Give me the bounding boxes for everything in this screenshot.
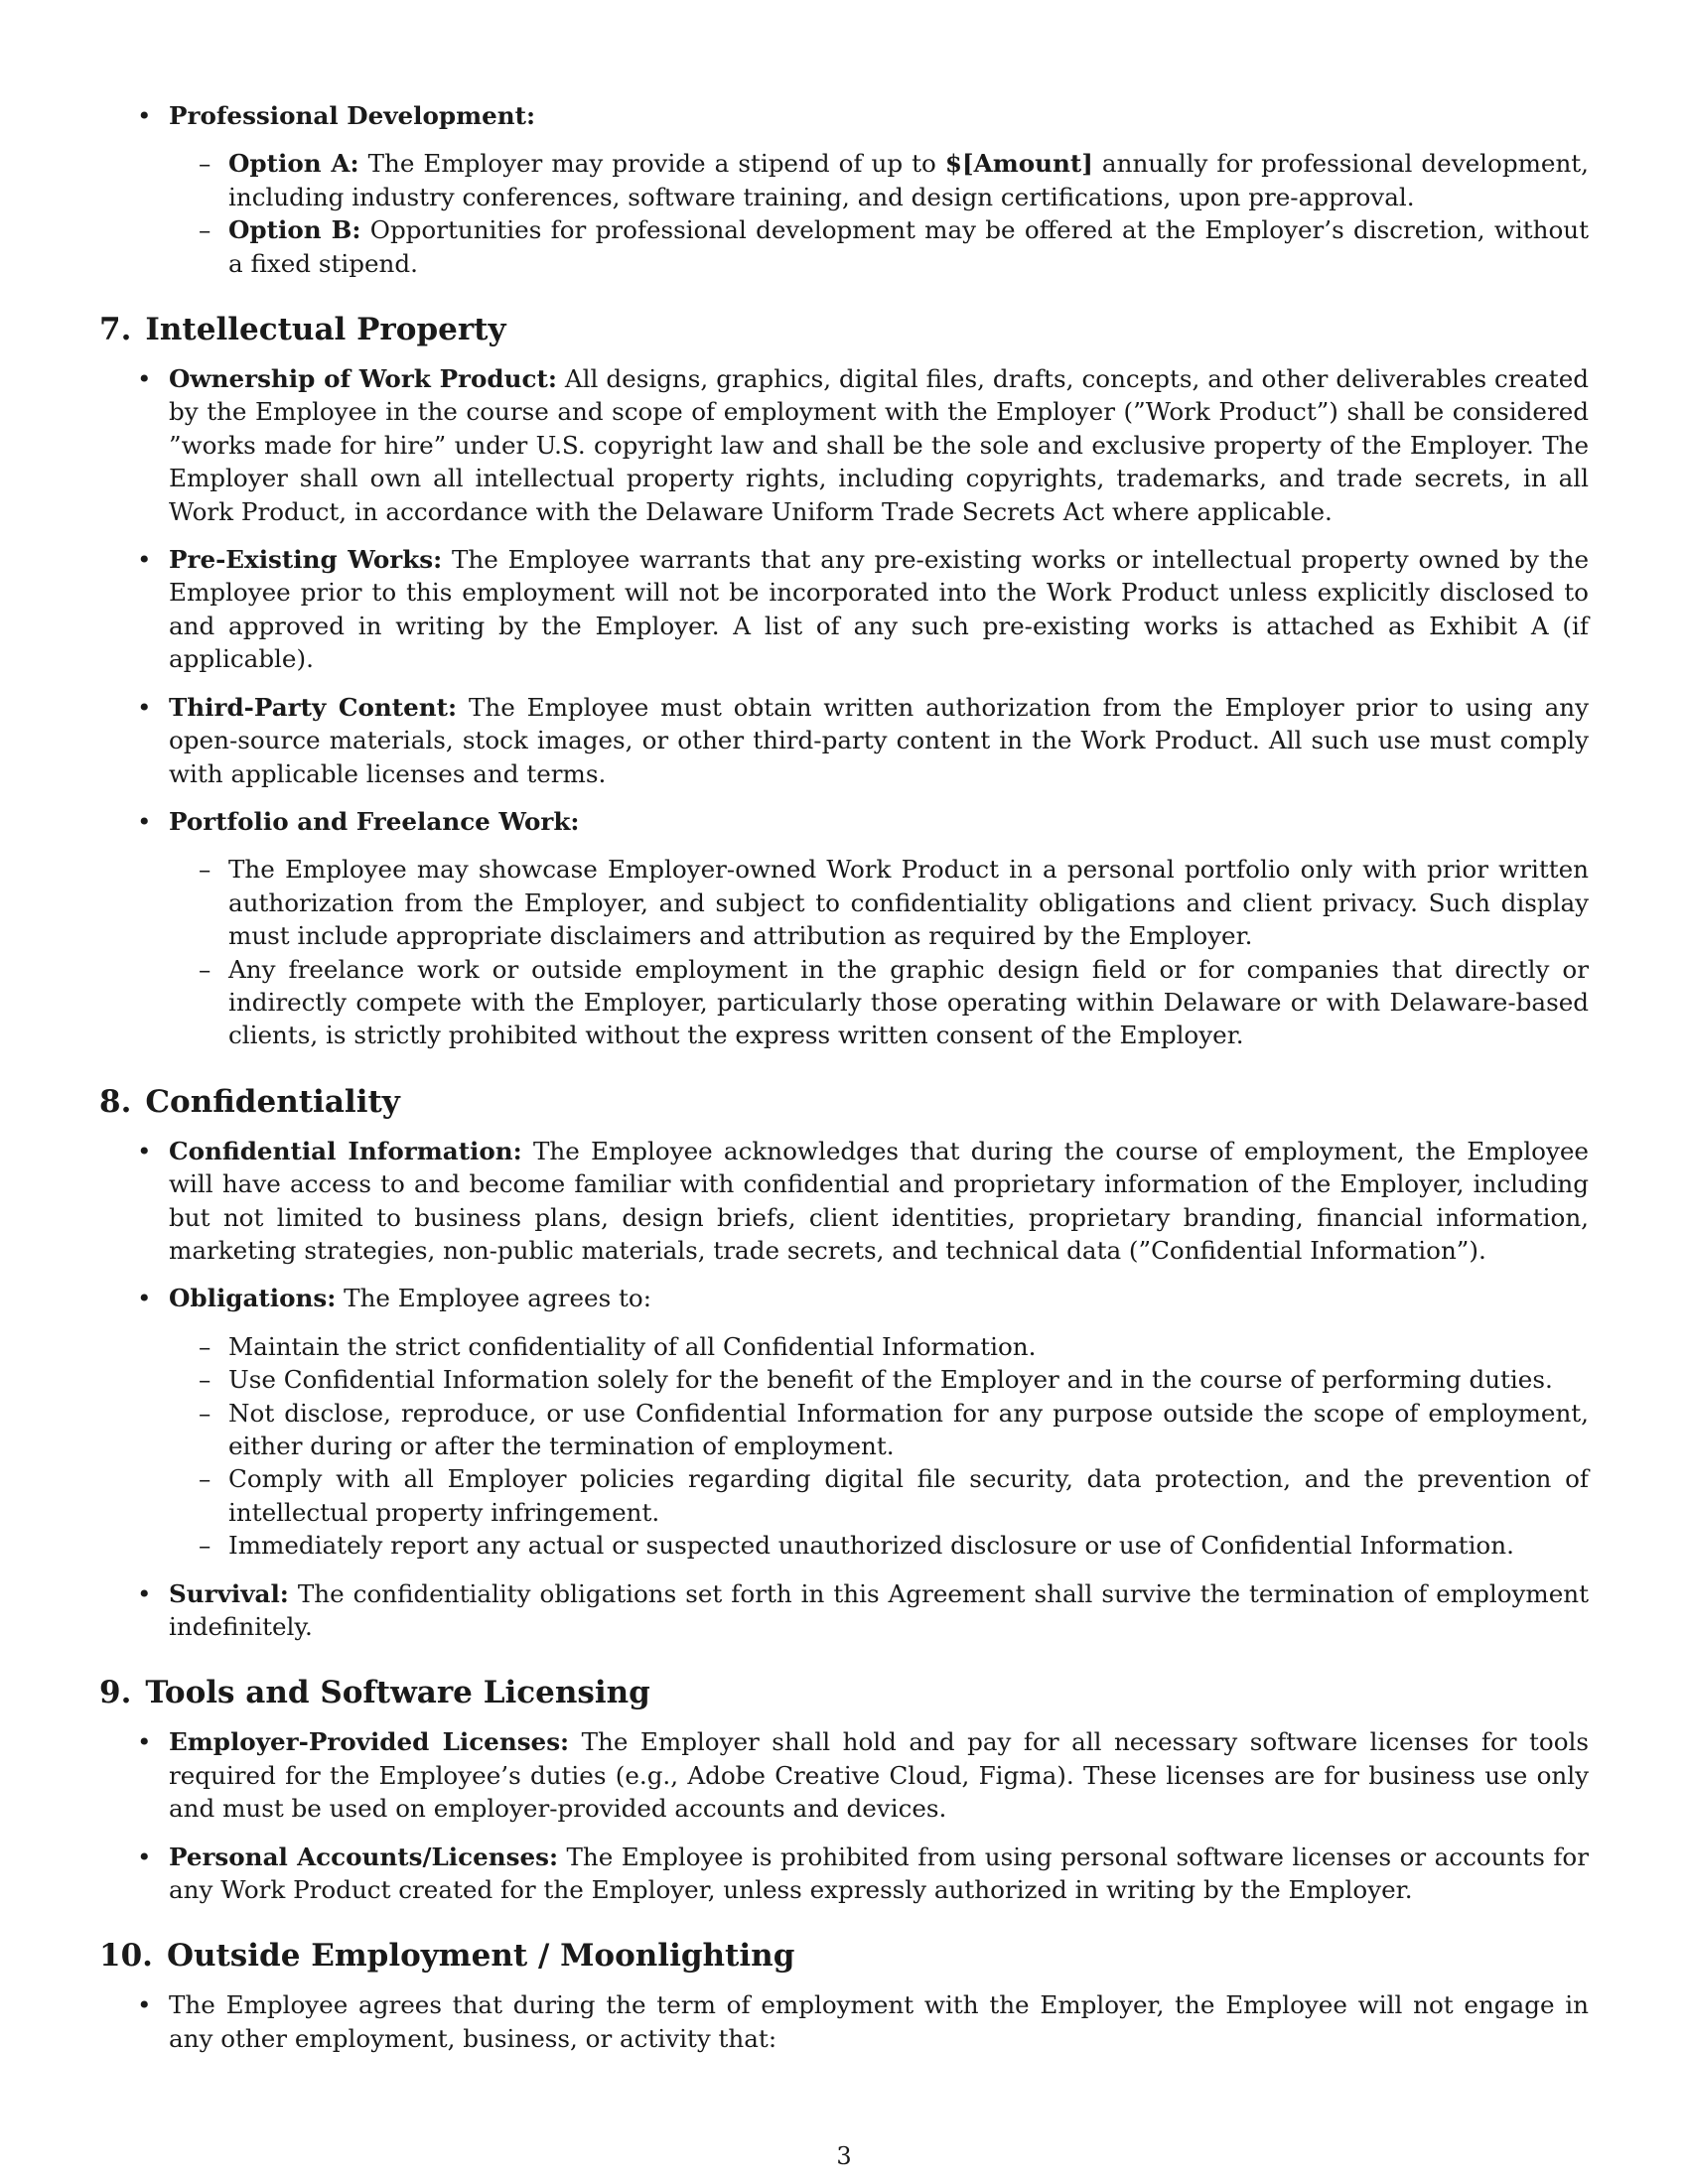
item-text: The confidentiality obligations set forth in this Agreement shall survive the termination of employment indefinitely. [169, 1578, 1589, 1642]
personal-accounts-item [99, 1841, 1589, 1907]
portfolio-subitems [169, 853, 1589, 1051]
document-page [99, 99, 1589, 2070]
item-label: Personal Accounts/Licenses: [169, 1842, 559, 1871]
section-8-heading [99, 1082, 1589, 1122]
page-number: 3 [836, 2142, 852, 2170]
item-text: The Employee agrees to: [336, 1284, 651, 1313]
pre-existing-works-item [99, 543, 1589, 676]
item-text: The Employee warrants that any pre-existing works or intellectual property owned by the Employee prior to this employment will not be incorporated into the Work Product unless explicitly disclosed to and approved in writing by the Employer. A list of any such pre-existing works is attached as Exhibit A (if applicable). [169, 545, 1589, 674]
option-b-label: Option B: [228, 215, 361, 245]
list-item: – Not disclose, reproduce, or use Confidential Information for any purpose outside the scope of employment, either during or after the termination of employment. [169, 1397, 1589, 1463]
item-label: Survival: [169, 1578, 289, 1608]
section-title: Tools and Software Licensing [145, 1675, 650, 1711]
list-item: – Immediately report any actual or suspected unauthorized disclosure or use of Confidential Information. [169, 1529, 1589, 1562]
ownership-item [99, 362, 1589, 528]
option-a-text-after: annually for professional development, including industry conferences, software training, and design certifications, upon pre-approval. [228, 149, 1589, 211]
item-text: The Employee is prohibited from using personal software licenses or accounts for any Work Product created for the Employer, unless expressly authorized in writing by the Employer. [169, 1842, 1589, 1905]
item-label: Professional Development: [169, 101, 536, 130]
section-title: Outside Employment / Moonlighting [166, 1938, 795, 1975]
professional-development-item [99, 99, 1589, 280]
survival-item [99, 1577, 1589, 1644]
item-label: Portfolio and Freelance Work: [169, 806, 580, 836]
section-title: Intellectual Property [145, 312, 506, 348]
list-item: – Use Confidential Information solely for the benefit of the Employer and in the course of performing duties. [169, 1363, 1589, 1396]
item-label: Third-Party Content: [169, 692, 458, 722]
portfolio-item [99, 805, 1589, 1052]
employer-provided-licenses-item [99, 1725, 1589, 1825]
option-a-label: Option A: [228, 149, 359, 179]
section-10-heading [99, 1936, 1589, 1976]
section-9-heading [99, 1673, 1589, 1712]
item-label: Ownership of Work Product: [169, 364, 557, 394]
professional-development-options [169, 147, 1589, 280]
option-b-text: Opportunities for professional development may be offered at the Employer’s discretion, without a fixed stipend. [228, 215, 1589, 278]
third-party-content-item [99, 691, 1589, 790]
outside-employment-item [99, 1988, 1589, 2055]
option-b [169, 213, 1589, 280]
item-label: Pre-Existing Works: [169, 545, 443, 575]
item-text: The Employee acknowledges that during the course of employment, the Employee will have access to and become familiar with confidential and proprietary information of the Employer, including but not limited to business plans, design briefs, client identities, proprietary branding, financial information, marketing strategies, non-public materials, trade secrets, and technical data (”Confidential Information”). [169, 1136, 1589, 1265]
list-item: – Any freelance work or outside employment in the graphic design field or for companies that directly or indirectly compete with the Employer, particularly those operating within Delaware or with Delaware-based clients, is strictly prohibited without the express written consent of the Employer. [169, 953, 1589, 1052]
obligations-item [99, 1282, 1589, 1562]
item-text: The Employer shall hold and pay for all necessary software licenses for tools required for the Employee’s duties (e.g., Adobe Creative Cloud, Figma). These licenses are for business use only and must be used on employer-provided accounts and devices. [169, 1727, 1589, 1824]
option-a-amount: $[Amount] [944, 149, 1093, 179]
item-text: The Employee must obtain written authorization from the Employer prior to using any open-source materials, stock images, or other third-party content in the Work Product. All such use must comply with applicable licenses and terms. [169, 692, 1590, 788]
item-text: All designs, graphics, digital files, drafts, concepts, and other deliverables created by the Employee in the course and scope of employment with the Employer (”Work Product”) shall be considered ”works made for hire” under U.S. copyright law and shall be the sole and exclusive property of the Employer. The Employer shall own all intellectual property rights, including copyrights, trademarks, and trade secrets, in all Work Product, in accordance with the Delaware Uniform Trade Secrets Act where applicable. [169, 364, 1589, 526]
section-title: Confidentiality [145, 1083, 400, 1120]
item-label: Employer-Provided Licenses: [169, 1727, 570, 1757]
item-label: Obligations: [169, 1284, 337, 1313]
list-item: – Maintain the strict confidentiality of all Confidential Information. [169, 1330, 1589, 1363]
item-label: Confidential Information: [169, 1136, 522, 1165]
section-number: 8. [99, 1083, 132, 1120]
list-item: – Comply with all Employer policies regarding digital file security, data protection, and the prevention of intellectual property infringement. [169, 1462, 1589, 1529]
option-a-text-before: The Employer may provide a stipend of up to [358, 149, 945, 179]
confidential-information-item [99, 1135, 1589, 1268]
item-text: The Employee agrees that during the term of employment with the Employer, the Employee will not engage in any other employment, business, or activity that: [169, 1990, 1589, 2053]
section-number: 9. [99, 1675, 132, 1711]
section-7-heading [99, 310, 1589, 349]
option-a [169, 147, 1589, 213]
section-number: 10. [99, 1938, 153, 1975]
section-number: 7. [99, 312, 132, 348]
list-item: – The Employee may showcase Employer-owned Work Product in a personal portfolio only with prior written authorization from the Employer, and subject to confidentiality obligations and client privacy. Such display must include appropriate disclaimers and attribution as required by the Employer. [169, 853, 1589, 952]
obligations-subitems [169, 1330, 1589, 1563]
